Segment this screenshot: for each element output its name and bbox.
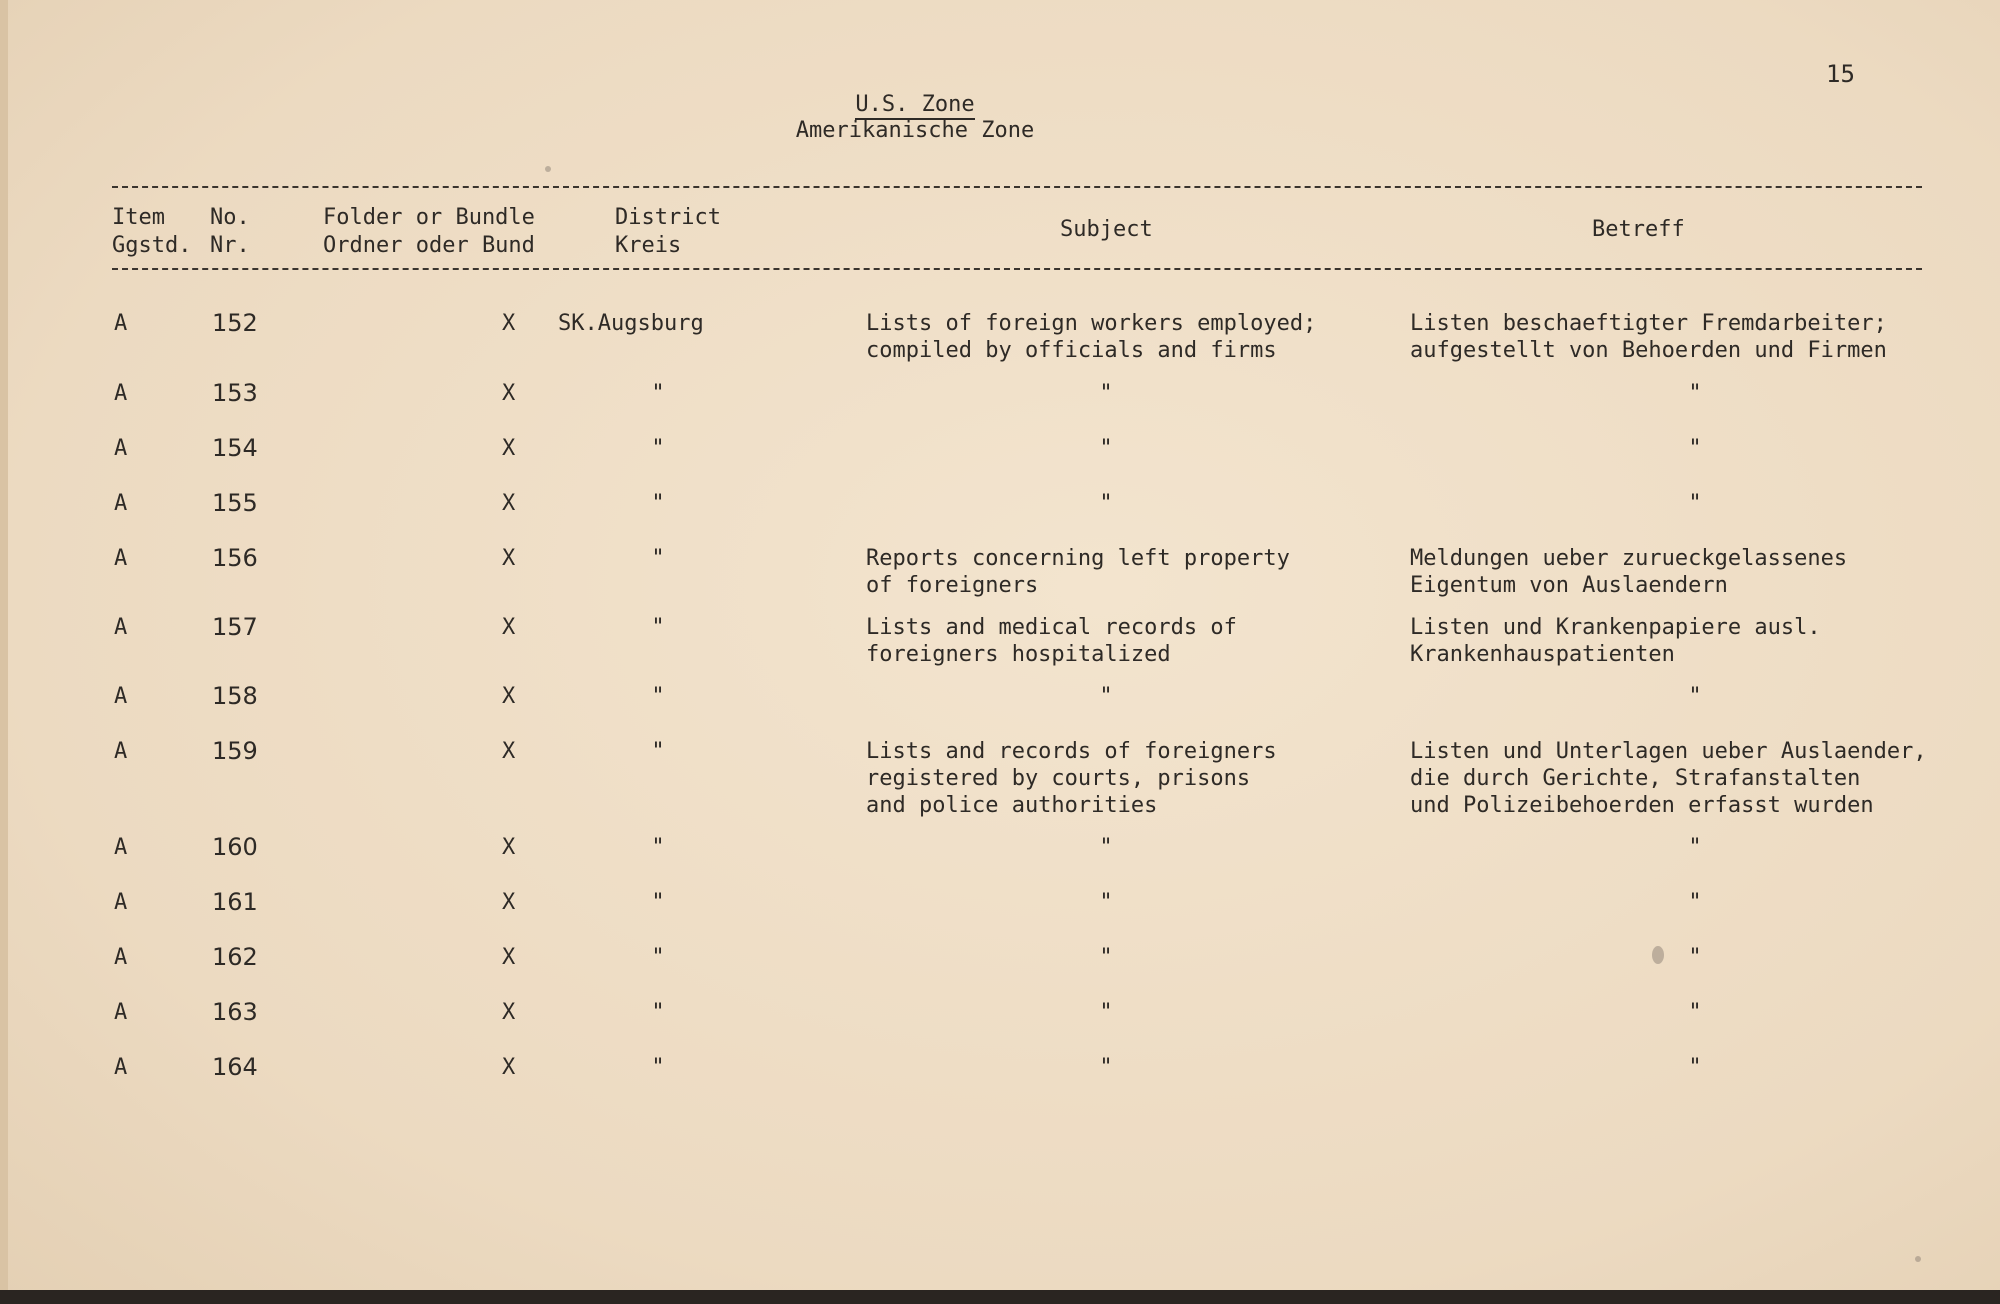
header-item-de: Ggstd. bbox=[112, 233, 192, 258]
row-folder-mark: X bbox=[502, 739, 516, 764]
header-district-de: Kreis bbox=[615, 233, 682, 258]
row-item: A bbox=[114, 1000, 128, 1025]
header-betreff: Betreff bbox=[1592, 217, 1685, 242]
row-district: " bbox=[651, 436, 665, 461]
page-title-text: U.S. Zone bbox=[855, 92, 974, 120]
row-district: " bbox=[651, 684, 665, 709]
row-betreff: Listen und Unterlagen ueber Auslaender, die durch Gerichte, Strafanstalten und Polizeibehoerden erfasst wurden bbox=[1410, 739, 1927, 818]
row-item: A bbox=[114, 1055, 128, 1080]
row-item: A bbox=[114, 890, 128, 915]
row-subject: " bbox=[1099, 945, 1113, 970]
row-district: " bbox=[651, 739, 665, 764]
row-betreff: Listen und Krankenpapiere ausl. Krankenhauspatienten bbox=[1410, 615, 1821, 667]
row-number: 164 bbox=[212, 1053, 258, 1081]
row-subject: Lists and medical records of foreigners hospitalized bbox=[866, 615, 1237, 667]
row-betreff: " bbox=[1688, 835, 1702, 860]
row-folder-mark: X bbox=[502, 945, 516, 970]
row-subject: " bbox=[1099, 381, 1113, 406]
header-folder-en: Folder or Bundle bbox=[323, 205, 535, 230]
row-item: A bbox=[114, 311, 128, 336]
row-betreff: " bbox=[1688, 491, 1702, 516]
header-folder bbox=[323, 204, 535, 260]
row-folder-mark: X bbox=[502, 890, 516, 915]
row-number: 156 bbox=[212, 544, 258, 572]
row-number: 158 bbox=[212, 682, 258, 710]
page-number: 15 bbox=[1826, 60, 1855, 88]
row-district: " bbox=[651, 890, 665, 915]
row-subject: " bbox=[1099, 890, 1113, 915]
row-item: A bbox=[114, 739, 128, 764]
row-folder-mark: X bbox=[502, 1000, 516, 1025]
row-betreff: " bbox=[1688, 945, 1702, 970]
row-number: 159 bbox=[212, 737, 258, 765]
row-number: 157 bbox=[212, 613, 258, 641]
row-subject: " bbox=[1099, 684, 1113, 709]
row-betreff: " bbox=[1688, 890, 1702, 915]
header-item bbox=[112, 204, 191, 260]
row-betreff: " bbox=[1688, 684, 1702, 709]
row-district: " bbox=[651, 381, 665, 406]
header-subject: Subject bbox=[1060, 217, 1153, 242]
row-folder-mark: X bbox=[502, 491, 516, 516]
row-betreff: Listen beschaeftigter Fremdarbeiter; aufgestellt von Behoerden und Firmen bbox=[1410, 311, 1887, 363]
page-title bbox=[790, 92, 1040, 117]
row-item: A bbox=[114, 381, 128, 406]
row-number: 162 bbox=[212, 943, 258, 971]
header-no bbox=[210, 204, 250, 260]
paper-speck bbox=[1915, 1256, 1921, 1262]
row-folder-mark: X bbox=[502, 835, 516, 860]
row-district: " bbox=[651, 615, 665, 640]
page-edge-left bbox=[0, 0, 8, 1304]
row-betreff: " bbox=[1688, 381, 1702, 406]
row-district: " bbox=[651, 835, 665, 860]
header-district bbox=[615, 204, 721, 260]
header-rule-bottom bbox=[112, 268, 1922, 270]
header-folder-de: Ordner oder Bund bbox=[323, 233, 535, 258]
header-rule-top bbox=[112, 186, 1922, 188]
row-subject: Reports concerning left property of foreigners bbox=[866, 546, 1290, 598]
row-folder-mark: X bbox=[502, 615, 516, 640]
row-folder-mark: X bbox=[502, 381, 516, 406]
row-subject: " bbox=[1099, 491, 1113, 516]
row-item: A bbox=[114, 436, 128, 461]
row-subject: Lists and records of foreigners registered by courts, prisons and police authorities bbox=[866, 739, 1277, 818]
row-betreff: " bbox=[1688, 1055, 1702, 1080]
row-betreff: Meldungen ueber zurueckgelassenes Eigentum von Auslaendern bbox=[1410, 546, 1848, 598]
header-item-en: Item bbox=[112, 205, 165, 230]
row-item: A bbox=[114, 945, 128, 970]
row-item: A bbox=[114, 546, 128, 571]
row-district: " bbox=[651, 546, 665, 571]
row-folder-mark: X bbox=[502, 684, 516, 709]
row-item: A bbox=[114, 835, 128, 860]
page-subtitle: Amerikanische Zone bbox=[795, 118, 1035, 143]
row-subject: " bbox=[1099, 835, 1113, 860]
row-folder-mark: X bbox=[502, 1055, 516, 1080]
row-subject: " bbox=[1099, 1055, 1113, 1080]
row-number: 163 bbox=[212, 998, 258, 1026]
row-district: " bbox=[651, 1055, 665, 1080]
row-subject: " bbox=[1099, 1000, 1113, 1025]
row-folder-mark: X bbox=[502, 436, 516, 461]
row-item: A bbox=[114, 684, 128, 709]
row-district: " bbox=[651, 1000, 665, 1025]
row-item: A bbox=[114, 491, 128, 516]
row-betreff: " bbox=[1688, 436, 1702, 461]
row-folder-mark: X bbox=[502, 546, 516, 571]
row-item: A bbox=[114, 615, 128, 640]
paper-speck bbox=[545, 166, 551, 172]
row-number: 154 bbox=[212, 434, 258, 462]
row-folder-mark: X bbox=[502, 311, 516, 336]
page-edge-bottom bbox=[0, 1290, 2000, 1304]
row-number: 153 bbox=[212, 379, 258, 407]
row-district: " bbox=[651, 491, 665, 516]
row-number: 160 bbox=[212, 833, 258, 861]
row-subject: " bbox=[1099, 436, 1113, 461]
row-number: 161 bbox=[212, 888, 258, 916]
row-number: 155 bbox=[212, 489, 258, 517]
row-betreff: " bbox=[1688, 1000, 1702, 1025]
paper-speck bbox=[1652, 946, 1664, 964]
header-no-en: No. bbox=[210, 205, 250, 230]
row-subject: Lists of foreign workers employed; compiled by officials and firms bbox=[866, 311, 1317, 363]
header-district-en: District bbox=[615, 205, 721, 230]
header-no-de: Nr. bbox=[210, 233, 250, 258]
row-number: 152 bbox=[212, 309, 258, 337]
row-district: SK.Augsburg bbox=[558, 311, 704, 336]
row-district: " bbox=[651, 945, 665, 970]
